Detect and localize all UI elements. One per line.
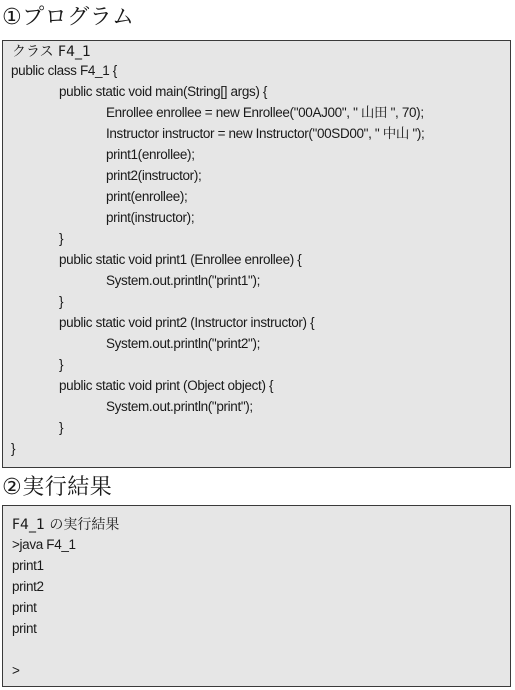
output-line: >java F4_1 [12,537,76,552]
code-line: print1(enrollee); [106,147,195,162]
code-line: Instructor instructor = new Instructor("00SD00", " 中山 "); [106,126,425,141]
code-line: } [59,420,64,435]
program-code-panel [2,40,511,468]
output-line: print1 [12,558,44,573]
code-line: } [59,294,64,309]
output-line: print [12,621,37,636]
code-line: System.out.println("print"); [106,399,253,414]
code-line: print(enrollee); [106,189,188,204]
program-class-title: クラス F4_1 [12,44,91,60]
code-line: } [59,231,64,246]
program-section-heading: ①プログラム [2,5,135,30]
code-line: System.out.println("print1"); [106,273,260,288]
code-line: } [59,357,64,372]
code-line: public class F4_1 { [11,63,117,78]
code-line: print(instructor); [106,210,195,225]
output-prompt: > [12,663,20,678]
code-line: public static void print2 (Instructor instructor) { [59,315,315,330]
code-line: public static void main(String[] args) { [59,84,268,99]
result-section-heading: ②実行結果 [2,475,113,500]
code-line: public static void print (Object object) { [59,378,274,393]
code-line: System.out.println("print2"); [106,336,260,351]
result-title: F4_1 の実行結果 [12,517,120,533]
code-line: print2(instructor); [106,168,202,183]
output-line: print2 [12,579,44,594]
code-line: Enrollee enrollee = new Enrollee("00AJ00", " 山田 ", 70); [106,105,424,120]
code-line: public static void print1 (Enrollee enrollee) { [59,252,302,267]
output-line: print [12,600,37,615]
code-line: } [11,441,16,456]
execution-result-panel [2,505,511,687]
